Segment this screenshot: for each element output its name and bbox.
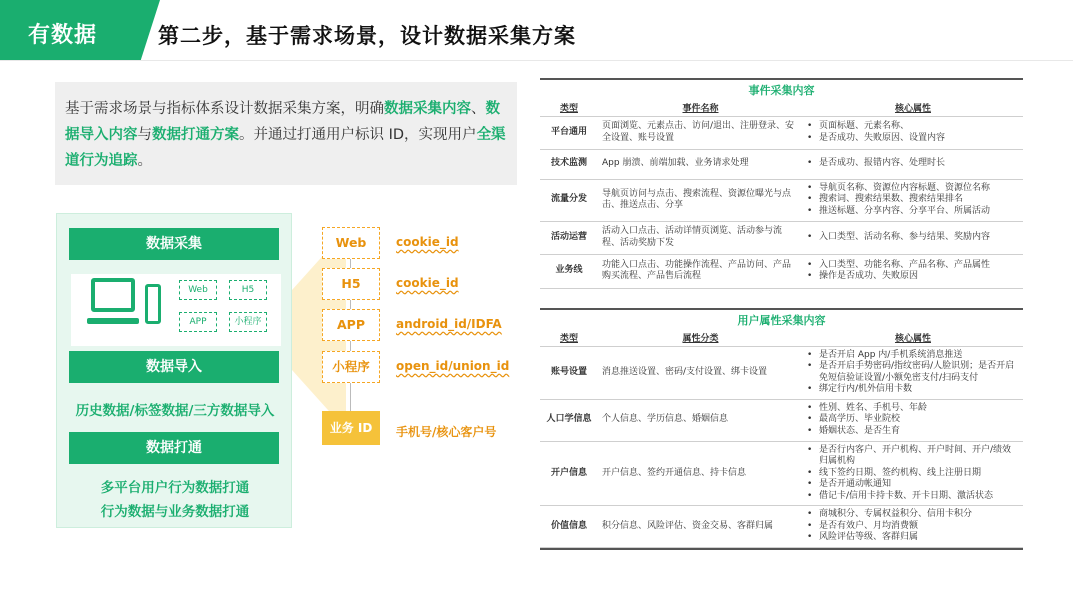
row-attrs [803, 441, 1023, 506]
monitor-base-icon [87, 318, 139, 324]
event-table [540, 78, 1023, 289]
intro-text: 、 [471, 101, 486, 117]
row-category: 账号设置 [540, 346, 598, 399]
channel-app: APP [322, 309, 380, 341]
attr-item: • 入口类型、活动名称、参与结果、奖励内容 [807, 232, 1019, 244]
connect-bar: 数据打通 [69, 432, 279, 464]
intro-text: 基于需求场景与指标体系设计数据采集方案，明确 [65, 101, 384, 117]
attr-item: • 最高学历、毕业院校 [807, 414, 1019, 426]
attr-item: • 是否成功、失败原因、设置内容 [807, 133, 1019, 145]
attr-item: • 风险评估等级、客群归属 [807, 532, 1019, 544]
table-row [540, 399, 1023, 441]
table-row [540, 179, 1023, 221]
row-events: 页面浏览、元素点击、访问/退出、注册登录、安全设置、账号设置 [598, 116, 803, 149]
user-attr-table [540, 308, 1023, 550]
table-row [540, 441, 1023, 506]
import-subtitle: 历史数据/标签数据/三方数据导入 [75, 403, 275, 419]
row-props: 积分信息、风险评估、资金交易、客群归属 [598, 506, 803, 548]
import-bar: 数据导入 [69, 351, 279, 383]
row-props: 个人信息、学历信息、婚姻信息 [598, 399, 803, 441]
intro-highlight: 数据采集内容 [384, 101, 471, 117]
channel-arrow [350, 383, 351, 411]
table-row [540, 346, 1023, 399]
collect-bar: 数据采集 [69, 228, 279, 260]
channel-id-app: android_id/IDFA [396, 317, 502, 331]
row-category: 流量分发 [540, 179, 598, 221]
row-attrs [803, 116, 1023, 149]
brand-label: 有数据 [28, 23, 98, 48]
attr-item: • 性别、姓名、手机号、年龄 [807, 403, 1019, 415]
row-events: 导航页访问与点击、搜索流程、资源位曝光与点击、推送点击、分享 [598, 179, 803, 221]
column-header: 类型 [540, 330, 598, 346]
row-events: 活动入口点击、活动详情页浏览、活动参与流程、活动奖励下发 [598, 221, 803, 254]
header-divider [0, 60, 1073, 61]
mini-tag-app: APP [179, 312, 217, 332]
row-category: 开户信息 [540, 441, 598, 506]
attr-item: • 入口类型、功能名称、产品名称、产品属性 [807, 260, 1019, 272]
device-illustration [71, 274, 281, 346]
column-header: 事件名称 [598, 100, 803, 116]
event-table-title: 事件采集内容 [540, 78, 1023, 100]
data-flow-panel [56, 213, 292, 528]
intro-text: 。并通过打通用户标识 ID，实现用户 [239, 127, 477, 143]
phone-icon [145, 284, 161, 324]
channel-h5: H5 [322, 268, 380, 300]
attr-item: • 是否有效户、月均消费额 [807, 521, 1019, 533]
column-header: 属性分类 [598, 330, 803, 346]
column-header: 核心属性 [803, 100, 1023, 116]
row-category: 人口学信息 [540, 399, 598, 441]
attr-item: • 借记卡/信用卡持卡数、开卡日期、激活状态 [807, 491, 1019, 503]
row-category: 技术监测 [540, 149, 598, 179]
row-attrs [803, 346, 1023, 399]
intro-box [55, 82, 517, 185]
row-attrs [803, 221, 1023, 254]
mini-tag-miniprogram: 小程序 [229, 312, 267, 332]
attr-item: • 线下签约日期、签约机构、线上注册日期 [807, 468, 1019, 480]
table-header-row [540, 100, 1023, 116]
row-attrs [803, 506, 1023, 548]
attr-item: • 绑定行内/机外信用卡数 [807, 384, 1019, 396]
intro-text: 与 [137, 127, 152, 143]
attr-item: • 婚姻状态、是否生育 [807, 426, 1019, 438]
monitor-icon [91, 278, 135, 312]
slide-header [0, 0, 1073, 72]
row-events: 功能入口点击、功能操作流程、产品访问、产品购买流程、产品售后流程 [598, 254, 803, 288]
channel-miniprogram: 小程序 [322, 351, 380, 383]
attr-item: • 是否成功、报错内容、处理时长 [807, 158, 1019, 170]
attr-item: • 操作是否成功、失败原因 [807, 271, 1019, 283]
attr-item: • 推送标题、分享内容、分享平台、所属活动 [807, 206, 1019, 218]
mini-tag-web: Web [179, 280, 217, 300]
intro-highlight: 数据导入内容 [65, 101, 500, 143]
attr-item: • 是否行内客户、开户机构、开户时间、开户/绩效归属机构 [807, 445, 1019, 468]
table-row [540, 116, 1023, 149]
mini-tag-h5: H5 [229, 280, 267, 300]
row-attrs [803, 149, 1023, 179]
channel-id-h5: cookie_id [396, 276, 459, 290]
table-row [540, 506, 1023, 548]
row-category: 平台通用 [540, 116, 598, 149]
connect-subtitle-2: 行为数据与业务数据打通 [100, 504, 250, 520]
channel-arrow [350, 341, 351, 351]
row-attrs [803, 399, 1023, 441]
table-row [540, 254, 1023, 288]
column-header: 核心属性 [803, 330, 1023, 346]
table-row [540, 149, 1023, 179]
row-category: 价值信息 [540, 506, 598, 548]
intro-highlight: 全渠道行为追踪 [65, 127, 506, 169]
attr-item: • 是否开启手势密码/指纹密码/人脸识别；是否开启免短信验证设置/小额免密支付/扫码支付 [807, 361, 1019, 384]
business-id-box: 业务 ID [322, 411, 380, 445]
row-attrs [803, 179, 1023, 221]
table-bottom-rule [540, 548, 1023, 550]
row-category: 活动运营 [540, 221, 598, 254]
intro-highlight: 数据打通方案 [152, 127, 239, 143]
table-header-row [540, 330, 1023, 346]
channel-web: Web [322, 227, 380, 259]
connect-subtitle-1: 多平台用户行为数据打通 [100, 480, 250, 496]
table-row [540, 221, 1023, 254]
row-props: 开户信息、签约开通信息、持卡信息 [598, 441, 803, 506]
attr-item: • 是否开启 App 内/手机系统消息推送 [807, 350, 1019, 362]
attr-item: • 页面标题、元素名称、 [807, 121, 1019, 133]
row-events: App 崩溃、前端加载、业务请求处理 [598, 149, 803, 179]
slide-title: 第二步，基于需求场景，设计数据采集方案 [158, 24, 576, 48]
row-category: 业务线 [540, 254, 598, 288]
attr-item: • 搜索词、搜索结果数、搜索结果排名 [807, 194, 1019, 206]
row-attrs [803, 254, 1023, 288]
channel-id-miniprogram: open_id/union_id [396, 359, 510, 373]
attr-item: • 商城积分、专属权益积分、信用卡积分 [807, 509, 1019, 521]
channel-id-web: cookie_id [396, 235, 459, 249]
row-props: 消息推送设置、密码/支付设置、绑卡设置 [598, 346, 803, 399]
attr-item: • 是否开通动帐通知 [807, 479, 1019, 491]
business-id-value: 手机号/核心客户号 [396, 425, 497, 439]
attr-item: • 导航页名称、资源位内容标题、资源位名称 [807, 183, 1019, 195]
user-table-title: 用户属性采集内容 [540, 308, 1023, 330]
intro-text: 。 [137, 153, 152, 169]
column-header: 类型 [540, 100, 598, 116]
